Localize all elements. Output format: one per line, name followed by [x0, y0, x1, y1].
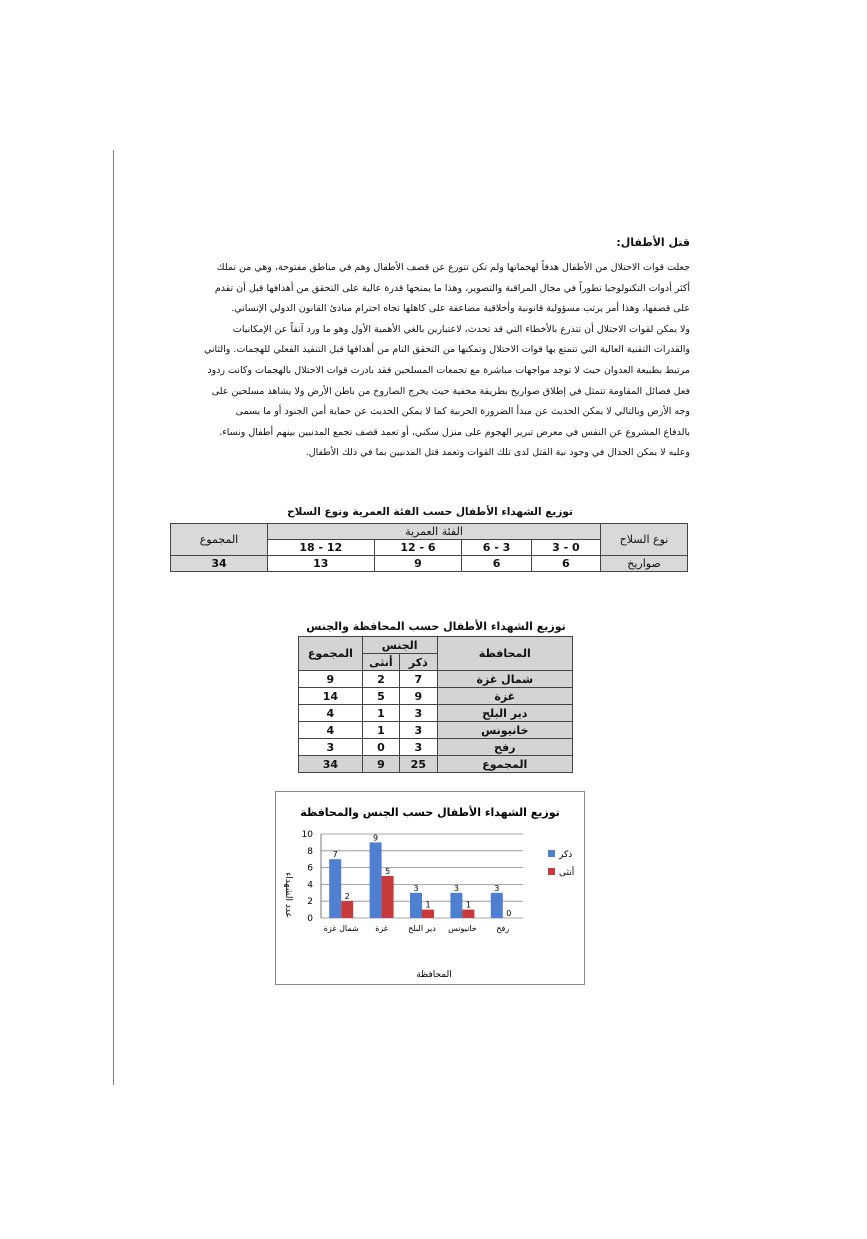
total-cell: 4	[299, 722, 363, 739]
paragraph-line: وعليه لا يمكن الجدال في وجود نية القتل لدى تلك القوات وتعمد قتل المدنيين بما في ذلك الأطفال.	[305, 447, 690, 459]
governorate-cell: دير البلح	[437, 705, 572, 722]
bar-male	[491, 893, 503, 918]
governorate-cell: شمال غزة	[437, 671, 572, 688]
value-cell: 6	[462, 556, 531, 572]
female-cell: 9	[362, 756, 399, 773]
legend-swatch	[548, 868, 555, 875]
governorate-cell: المجموع	[437, 756, 572, 773]
data-label: 2	[344, 892, 350, 902]
male-header: ذكر	[400, 654, 437, 671]
data-label: 7	[332, 850, 338, 860]
bar-male	[450, 893, 462, 918]
total-cell: 4	[299, 705, 363, 722]
bar-female	[462, 910, 474, 918]
governorate-gender-table	[298, 636, 573, 773]
governorate-cell: غزة	[437, 688, 572, 705]
paragraph-line: على قصفها، وهذا أمر يرتب مسؤولية قانونية وأخلاقية مضاعفة على كاهلها تجاه احترام مبادئ القانون الدولي الإنساني.	[231, 303, 690, 315]
chart-title: توزيع الشهداء الأطفال حسب الجنس والمحافظة	[300, 806, 560, 819]
page-margin-line	[113, 150, 114, 1085]
body-paragraph	[170, 258, 690, 464]
x-tick-label: شمال غزة	[323, 924, 359, 933]
y-tick-label: 10	[301, 830, 313, 840]
chart-x-axis-label: المحافظة	[416, 970, 452, 980]
y-tick-label: 0	[307, 914, 313, 924]
age-group-cell: 6 - 12	[374, 540, 462, 556]
chart-bars	[329, 842, 503, 918]
y-tick-label: 8	[307, 846, 313, 857]
table-row	[299, 688, 573, 705]
bar-chart	[275, 791, 585, 985]
table-row	[299, 671, 573, 688]
female-cell: 2	[362, 671, 399, 688]
legend-swatch	[548, 850, 555, 857]
table2-caption: توزيع الشهداء الأطفال حسب المحافظة والجنس	[306, 620, 566, 633]
y-tick-label: 4	[307, 880, 313, 891]
y-tick-label: 6	[307, 863, 313, 874]
total-cell: 34	[299, 756, 363, 773]
data-label: 3	[494, 883, 500, 893]
governorate-header: المحافظة	[437, 637, 572, 671]
bar-male	[370, 842, 382, 918]
value-cell: 6	[531, 556, 600, 572]
female-cell: 5	[362, 688, 399, 705]
bar-male	[410, 893, 422, 918]
table1-caption: توزيع الشهداء الأطفال حسب الفئة العمرية ونوع السلاح	[287, 506, 573, 518]
total-cell: 9	[299, 671, 363, 688]
table-row	[299, 705, 573, 722]
weapon-cell: صواريخ	[601, 556, 688, 572]
gender-header: الجنس	[362, 637, 437, 654]
chart-y-axis-label: عدد الشهداء	[283, 872, 293, 918]
y-tick-label: 2	[307, 897, 313, 908]
chart-legend	[548, 850, 574, 878]
x-tick-label: غزة	[375, 924, 388, 933]
age-group-cell: 3 - 6	[462, 540, 531, 556]
female-cell: 1	[362, 722, 399, 739]
paragraph-line: بالدفاع المشروع عن النفس في معرض تبرير الهجوم على منزل سكني، أو تعمد قصف تجمع المدنيين بينهم أطفال ونساء.	[219, 426, 690, 438]
table-row	[299, 739, 573, 756]
governorate-cell: رفح	[437, 739, 572, 756]
paragraph-line: جعلت قوات الاحتلال من الأطفال هدفاً لهجماتها ولم تكن تتورع عن قصف الأطفال وهم في مناطق مفتوحة، وهي من تملك	[216, 262, 690, 273]
paragraph-line: فعل فصائل المقاومة تتمثل في إطلاق صواريخ بطريقة مخفية حيث يخرج الصاروخ من باطن الأرض ولا يشاهد مسلحين على	[211, 385, 690, 397]
x-tick-label: خانيونس	[448, 924, 477, 933]
bar-male	[329, 859, 341, 918]
age-weapon-table	[170, 523, 688, 572]
total-header: المجموع	[299, 637, 363, 671]
age-group-header: الفئة العمرية	[268, 524, 601, 540]
paragraph-line: أكثر أدوات التكنولوجيا تطوراً في مجال المراقبة والتصوير، وهذا ما يمنحها قدرة عالية على التحقق من أهدافها قبل أن تقدم	[214, 282, 690, 294]
weapon-header: نوع السلاح	[601, 524, 688, 556]
total-cell: 3	[299, 739, 363, 756]
total-cell: 14	[299, 688, 363, 705]
legend-label: ذكر	[559, 850, 573, 860]
table-total-row	[299, 756, 573, 773]
data-label: 1	[465, 900, 471, 910]
male-cell: 7	[400, 671, 437, 688]
total-header: المجموع	[171, 524, 268, 556]
governorate-cell: خانيونس	[437, 722, 572, 739]
bar-female	[422, 910, 434, 918]
age-group-cell: 12 - 18	[268, 540, 375, 556]
male-cell: 3	[400, 705, 437, 722]
male-cell: 9	[400, 688, 437, 705]
table-row	[299, 722, 573, 739]
female-cell: 1	[362, 705, 399, 722]
paragraph-line: والقدرات التقنية العالية التي تتمتع بها قوات الاحتلال وتمكنها من التحقق التام من أهدافها قبل التنفيذ الفعلي للهجمات. والثاني	[203, 344, 690, 356]
female-header: أنثى	[362, 654, 399, 671]
x-tick-label: دير البلح	[408, 924, 436, 933]
data-label: 9	[373, 833, 379, 843]
paragraph-line: مرتبط بطبيعة العدوان حيث لا توجد مواجهات مباشرة مع تجمعات المسلحين فقد بادرت قوات الاحتلال بالهجمات وكانت ردود	[207, 364, 690, 376]
data-label: 5	[385, 867, 391, 876]
age-group-cell: 0 - 3	[531, 540, 600, 556]
bar-female	[341, 901, 353, 918]
value-cell: 13	[268, 556, 375, 572]
female-cell: 0	[362, 739, 399, 756]
male-cell: 3	[400, 722, 437, 739]
data-label: 0	[506, 909, 512, 918]
data-label: 1	[425, 900, 431, 910]
bar-female	[382, 876, 394, 918]
legend-label: أنثى	[559, 868, 575, 878]
paragraph-line: ولا يمكن لقوات الاحتلال أن تتذرع بالأخطاء التي قد تحدث، لاعتبارين بالغي الأهمية الأول وهو ما ورد آنفاً عن الإمكانيات	[232, 323, 690, 335]
total-cell: 34	[171, 556, 268, 572]
section-heading: قتل الأطفال:	[616, 236, 690, 249]
paragraph-line: وجه الأرض وبالتالي لا يمكن الحديث عن مبدأ الضرورة الحربية كما لا يمكن الحديث عن حماية أمن الجنود أو ما يسمى	[235, 406, 690, 418]
x-tick-label: رفح	[496, 924, 510, 933]
bar-chart-svg	[276, 792, 584, 984]
male-cell: 25	[400, 756, 437, 773]
male-cell: 3	[400, 739, 437, 756]
value-cell: 9	[374, 556, 462, 572]
data-label: 3	[453, 883, 459, 893]
data-label: 3	[413, 883, 419, 893]
